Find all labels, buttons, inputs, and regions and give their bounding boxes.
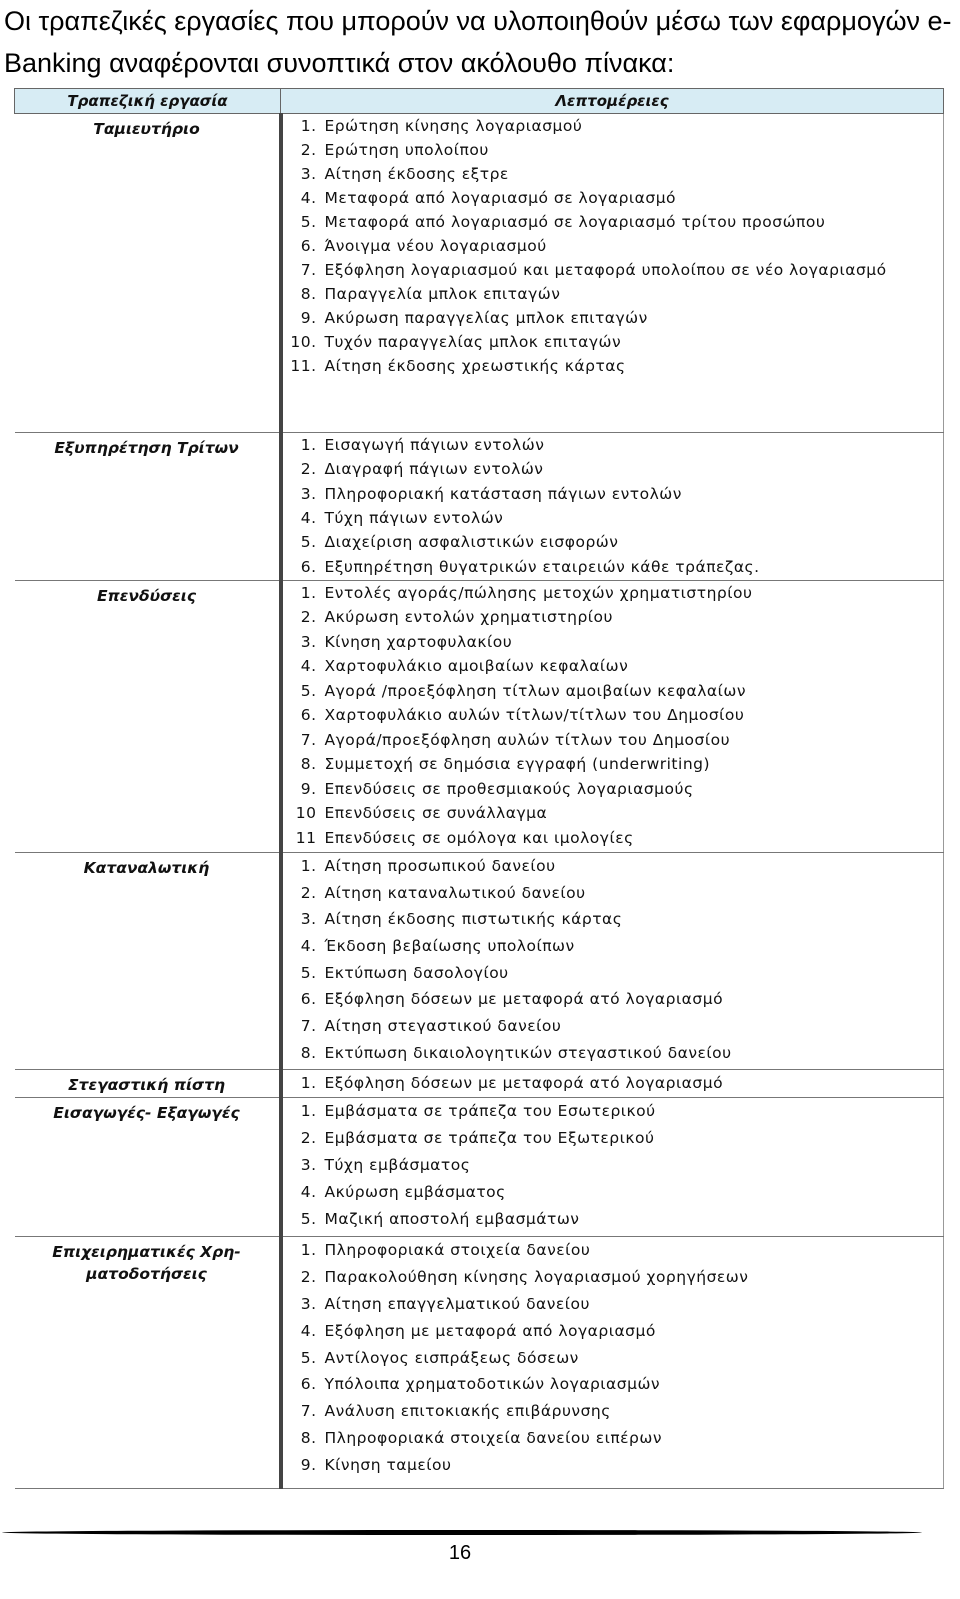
item-text: Ανάλυση επιτοκιακής επιβάρυνσης <box>324 1402 611 1421</box>
item-number: 2. <box>300 141 317 159</box>
header-banking-task: Τραπεζική εργασία <box>15 89 281 114</box>
item-text: Επενδύσεις σε προθεσμιακούς λογαριασμούς <box>324 779 694 798</box>
list-item <box>283 679 944 704</box>
item-number: 3. <box>300 1294 317 1313</box>
item-number: 6. <box>300 1375 317 1394</box>
list-item <box>283 162 944 186</box>
list-item <box>283 1452 944 1479</box>
item-number: 3. <box>300 484 317 503</box>
list-item <box>283 1179 944 1206</box>
list-item <box>283 906 944 933</box>
table-row <box>15 852 944 1069</box>
item-text: Μαζική αποστολή εμβασμάτων <box>324 1210 580 1229</box>
category-business-financing: Επιχειρηματικές Χρη-ματοδοτήσεις <box>15 1237 281 1489</box>
item-number: 6. <box>300 237 317 255</box>
item-text: Κίνηση χαρτοφυλακίου <box>324 632 513 651</box>
category-savings: Ταμιευτήριο <box>15 114 281 433</box>
item-text: Ερώτηση υπολοίπου <box>324 141 489 159</box>
list-item <box>283 114 944 138</box>
list-item <box>283 306 944 330</box>
item-number: 3. <box>300 632 317 651</box>
item-text: Τύχη εμβάσματος <box>324 1156 471 1175</box>
item-number: 4. <box>300 657 317 676</box>
item-number: 1. <box>300 117 317 135</box>
list-item <box>283 581 944 606</box>
item-text: Πληροφοριακά στοιχεία δανείου ειπέρων <box>324 1428 663 1447</box>
list-item <box>283 1013 944 1040</box>
item-number: 2. <box>300 1129 317 1148</box>
item-text: Μεταφορά από λογαριασμό σε λογαριασμό τρίτου προσώπου <box>324 213 826 231</box>
item-text: Αίτηση καταναλωτικού δανείου <box>324 883 586 902</box>
item-text: Αγορά /προεξόφληση τίτλων αμοιβαίων κεφαλαίων <box>324 681 747 700</box>
details-list <box>283 853 944 1067</box>
item-number: 8. <box>300 285 317 303</box>
item-text: Συμμετοχή σε δημόσια εγγραφή (underwriting) <box>324 755 711 774</box>
list-item <box>283 433 944 457</box>
item-number: 1. <box>300 436 317 455</box>
item-number: 9. <box>300 779 317 798</box>
item-text: Κίνηση ταμείου <box>324 1455 452 1474</box>
item-text: Παρακολούθηση κίνησης λογαριασμού χορηγήσεων <box>324 1268 749 1287</box>
category-housing-credit: Στεγαστική πίστη <box>15 1070 281 1098</box>
item-text: Επενδύσεις σε ομόλογα και ιμολογίες <box>324 828 634 847</box>
item-number: 9. <box>300 1455 317 1474</box>
item-text: Αντίλογος εισπράξεως δόσεων <box>324 1348 579 1367</box>
category-investments: Επενδύσεις <box>15 580 281 852</box>
item-text: Εντολές αγοράς/πώλησης μετοχών χρηματιστηρίου <box>324 583 753 602</box>
item-number: 7. <box>300 1402 317 1421</box>
footer-rule <box>2 1530 922 1535</box>
item-text: Ερώτηση κίνησης λογαριασμού <box>324 117 583 135</box>
item-number: 11. <box>290 357 317 375</box>
list-item <box>283 801 944 826</box>
item-text: Πληροφοριακή κατάσταση πάγιων εντολών <box>324 484 682 503</box>
item-text: Υπόλοιπα χρηματοδοτικών λογαριασμών <box>324 1375 661 1394</box>
list-item <box>283 703 944 728</box>
list-item <box>283 457 944 481</box>
list-item <box>283 1040 944 1067</box>
item-number: 4. <box>300 189 317 207</box>
item-number: 5. <box>300 1210 317 1229</box>
list-item <box>283 530 944 554</box>
list-item <box>283 1125 944 1152</box>
list-item <box>283 728 944 753</box>
item-text: Μεταφορά από λογαριασμό σε λογαριασμό <box>324 189 677 207</box>
list-item <box>283 1070 944 1097</box>
item-number: 8. <box>300 755 317 774</box>
details-list <box>283 433 944 579</box>
item-text: Ακύρωση εντολών χρηματιστηρίου <box>324 608 613 627</box>
list-item <box>283 1425 944 1452</box>
item-text: Εμβάσματα σε τράπεζα του Εξωτερικού <box>324 1129 655 1148</box>
item-number: 10. <box>290 333 317 351</box>
category-consumer: Καταναλωτική <box>15 852 281 1069</box>
item-number: 7. <box>300 1017 317 1036</box>
list-item <box>283 138 944 162</box>
item-text: Χαρτοφυλάκιο αμοιβαίων κεφαλαίων <box>324 657 629 676</box>
item-text: Ακύρωση εμβάσματος <box>324 1183 506 1202</box>
item-text: Παραγγελία μπλοκ επιταγών <box>324 285 561 303</box>
item-number: 5. <box>300 1348 317 1367</box>
list-item <box>283 1345 944 1372</box>
list-item <box>283 1152 944 1179</box>
item-number: 1. <box>300 1102 317 1121</box>
list-item <box>283 960 944 987</box>
list-item <box>283 186 944 210</box>
list-item <box>283 506 944 530</box>
details-list <box>283 1237 944 1478</box>
item-text: Αίτηση επαγγελματικού δανείου <box>324 1294 591 1313</box>
list-item <box>283 555 944 579</box>
table-row <box>15 114 944 433</box>
list-item <box>283 1398 944 1425</box>
list-item <box>283 933 944 960</box>
list-item <box>283 1264 944 1291</box>
list-item <box>283 258 944 282</box>
list-item <box>283 330 944 354</box>
item-text: Αίτηση έκδοσης πιστωτικής κάρτας <box>324 910 623 929</box>
table-row <box>15 433 944 581</box>
list-item <box>283 880 944 907</box>
item-number: 3. <box>300 165 317 183</box>
list-item <box>283 826 944 851</box>
list-item <box>283 630 944 655</box>
list-item <box>283 282 944 306</box>
item-text: Εμβάσματα σε τράπεζα του Εσωτερικού <box>324 1102 656 1121</box>
item-text: Έκδοση βεβαίωσης υπολοίπων <box>324 937 575 956</box>
item-number: 3. <box>300 1156 317 1175</box>
item-text: Αίτηση στεγαστικού δανείου <box>324 1017 562 1036</box>
item-text: Εξυπηρέτηση θυγατρικών εταιρειών κάθε τράπεζας. <box>324 557 760 576</box>
item-number: 1. <box>300 583 317 602</box>
list-item <box>283 1237 944 1264</box>
item-number: 10 <box>295 804 317 823</box>
item-text: Εξόφληση δόσεων με μεταφορά ατό λογαριασμό <box>324 1074 724 1093</box>
item-number: 5. <box>300 213 317 231</box>
list-item <box>283 1318 944 1345</box>
item-number: 11 <box>295 828 317 847</box>
category-imports-exports: Εισαγωγές- Εξαγωγές <box>15 1098 281 1237</box>
item-number: 6. <box>300 557 317 576</box>
list-item <box>283 1098 944 1125</box>
item-text: Τυχόν παραγγελίας μπλοκ επιταγών <box>324 333 622 351</box>
table-header-row <box>15 89 944 114</box>
details-list <box>283 581 944 851</box>
item-number: 4. <box>300 1321 317 1340</box>
item-text: Εξόφληση με μεταφορά από λογαριασμό <box>324 1321 656 1340</box>
item-text: Ακύρωση παραγγελίας μπλοκ επιταγών <box>324 309 648 327</box>
item-number: 9. <box>300 309 317 327</box>
list-item <box>283 482 944 506</box>
item-text: Τύχη πάγιων εντολών <box>324 508 504 527</box>
item-number: 5. <box>300 963 317 982</box>
list-item <box>283 234 944 258</box>
item-text: Πληροφοριακά στοιχεία δανείου <box>324 1241 591 1260</box>
item-text: Άνοιγμα νέου λογαριασμού <box>324 237 547 255</box>
item-number: 8. <box>300 1428 317 1447</box>
item-text: Διαχείριση ασφαλιστικών εισφορών <box>324 533 619 552</box>
item-number: 4. <box>300 1183 317 1202</box>
page-number: 16 <box>448 1542 472 1564</box>
list-item <box>283 1371 944 1398</box>
list-item <box>283 777 944 802</box>
item-text: Εκτύπωση δασολογίου <box>324 963 509 982</box>
list-item <box>283 605 944 630</box>
details-list <box>283 1070 944 1097</box>
item-number: 3. <box>300 910 317 929</box>
item-number: 4. <box>300 937 317 956</box>
item-text: Χαρτοφυλάκιο αυλών τίτλων/τίτλων του Δημοσίου <box>324 706 745 725</box>
list-item <box>283 354 944 378</box>
item-text: Αίτηση προσωπικού δανείου <box>324 856 556 875</box>
header-details: Λεπτομέρειες <box>281 89 944 114</box>
item-text: Εκτύπωση δικαιολογητικών στεγαστικού δανείου <box>324 1043 732 1062</box>
table-row <box>15 1070 944 1098</box>
item-number: 6. <box>300 990 317 1009</box>
item-number: 5. <box>300 533 317 552</box>
item-number: 1. <box>300 1241 317 1260</box>
details-list <box>283 1098 944 1233</box>
category-third-party-services: Εξυπηρέτηση Τρίτων <box>15 433 281 581</box>
item-number: 2. <box>300 460 317 479</box>
item-number: 2. <box>300 883 317 902</box>
table-row <box>15 1098 944 1237</box>
item-number: 2. <box>300 608 317 627</box>
list-item <box>283 853 944 880</box>
item-text: Εισαγωγή πάγιων εντολών <box>324 436 545 455</box>
banking-tasks-table <box>14 88 944 1489</box>
list-item <box>283 752 944 777</box>
item-number: 2. <box>300 1268 317 1287</box>
table-row <box>15 580 944 852</box>
item-text: Εξόφληση δόσεων με μεταφορά ατό λογαριασμό <box>324 990 724 1009</box>
item-number: 6. <box>300 706 317 725</box>
item-number: 5. <box>300 681 317 700</box>
item-text: Επενδύσεις σε συνάλλαγμα <box>324 804 548 823</box>
list-item <box>283 654 944 679</box>
item-text: Αίτηση έκδοσης χρεωστικής κάρτας <box>324 357 626 375</box>
item-text: Διαγραφή πάγιων εντολών <box>324 460 544 479</box>
details-list <box>283 114 944 378</box>
item-number: 4. <box>300 508 317 527</box>
list-item <box>283 986 944 1013</box>
item-number: 7. <box>300 261 317 279</box>
item-number: 8. <box>300 1043 317 1062</box>
table-row <box>15 1237 944 1489</box>
item-number: 7. <box>300 730 317 749</box>
list-item <box>283 210 944 234</box>
intro-paragraph: Οι τραπεζικές εργασίες που μπορούν να υλοποιηθούν μέσω των εφαρμογών e-Banking αναφέρονται συνοπτικά στον ακόλουθο πίνακα: <box>4 6 952 78</box>
item-text: Αίτηση έκδοσης εξτρε <box>324 165 509 183</box>
item-text: Αγορά/προεξόφληση αυλών τίτλων του Δημοσίου <box>324 730 731 749</box>
list-item <box>283 1206 944 1233</box>
item-number: 1. <box>300 1074 317 1093</box>
item-number: 1. <box>300 856 317 875</box>
item-text: Εξόφληση λογαριασμού και μεταφορά υπολοίπου σε νέο λογαριασμό <box>324 261 887 279</box>
list-item <box>283 1291 944 1318</box>
